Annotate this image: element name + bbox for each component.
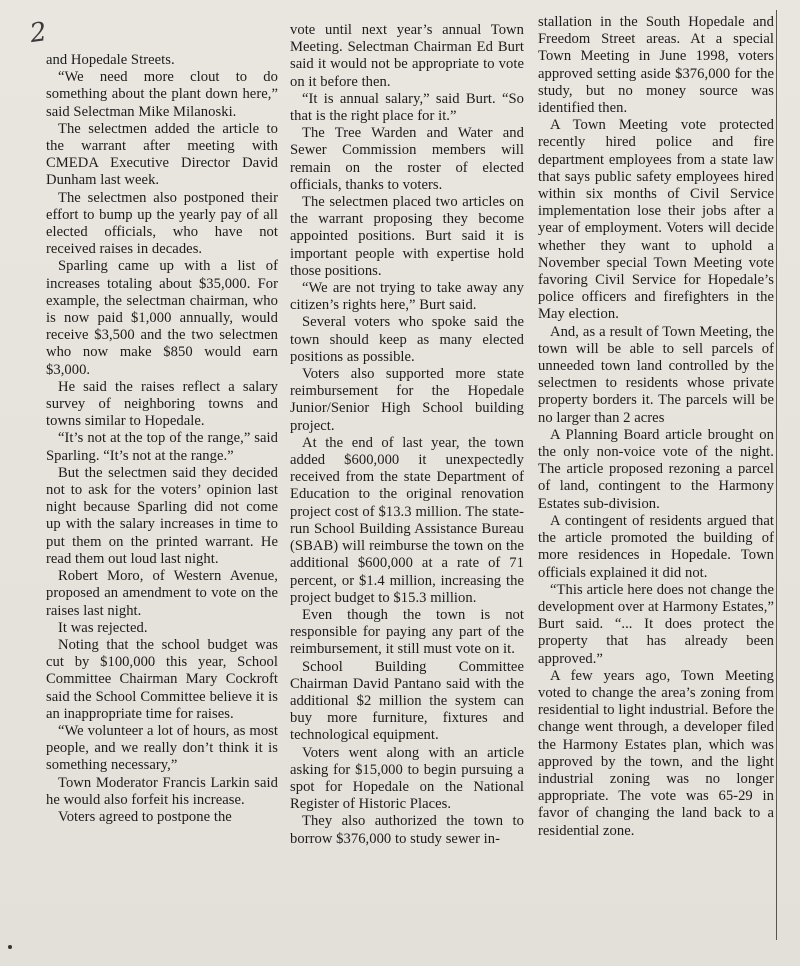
paragraph: He said the raises reflect a salary survey of neighboring towns and towns similar to Hopedale. — [46, 378, 278, 430]
paragraph: At the end of last year, the town added $600,000 it unexpectedly received from the state Department of Education to the original renovation project cost of $13.3 million. The state-run School Building Assistance Bureau (SBAB) will reimburse the town on the additional $600,000 at a rate of 71 percent, or $1.4 million, increasing the project budget to $15.3 million. — [290, 434, 524, 606]
paragraph: A Planning Board article brought on the only non-voice vote of the night. The article proposed rezoning a parcel of land, contingent to the Harmony Estates sub-division. — [538, 426, 774, 512]
scan-speck — [8, 945, 12, 949]
paragraph: But the selectmen said they decided not to ask for the voters’ opinion last night because Sparling did not come up with the salary increases in time to put them on the printed warrant. He read them out loud last night. — [46, 464, 278, 567]
paragraph: stallation in the South Hopedale and Freedom Street areas. At a special Town Meeting in June 1998, voters approved setting aside $376,000 for the study, but no money source was identified then. — [538, 14, 774, 117]
paragraph: vote until next year’s annual Town Meeting. Selectman Chairman Ed Burt said it would not be appropriate to vote on it before then. — [290, 22, 524, 90]
article-column-1 — [46, 52, 278, 826]
paragraph: The Tree Warden and Water and Sewer Commission members will remain on the roster of elected officials, thanks to voters. — [290, 125, 524, 193]
paragraph: Voters agreed to postpone the — [58, 808, 232, 825]
paragraph: Even though the town is not responsible for paying any part of the reimbursement, it still must vote on it. — [290, 606, 524, 658]
article-column-3 — [538, 14, 774, 840]
paragraph: School Building Committee Chairman David Pantano said with the additional $2 million the system can buy more furniture, fixtures and technological equipment. — [290, 658, 524, 744]
clipping-edge-line — [776, 10, 777, 940]
paragraph: Noting that the school budget was cut by $100,000 this year, School Committee Chairman Mary Cockroft said the School Committee believe it is an inappropriate time for raises. — [46, 636, 278, 722]
paragraph: “It’s not at the top of the range,” said Sparling. “It’s not at the range.” — [46, 430, 278, 464]
paragraph: Several voters who spoke said the town should keep as many elected positions as possible. — [290, 314, 524, 365]
paragraph: “We are not trying to take away any citizen’s rights here,” Burt said. — [290, 280, 524, 314]
paragraph: Voters went along with an article asking for $15,000 to begin pursuing a spot for Hopedale on the National Register of Historic Places. — [290, 744, 524, 813]
paragraph: The selectmen placed two articles on the warrant proposing they become appointed positions. Burt said it is important people with expertise hold those positions. — [290, 194, 524, 279]
paragraph: The selectmen also postponed their effort to bump up the yearly pay of all elected officials, who have not received raises in decades. — [46, 189, 278, 258]
paragraph: “This article here does not change the development over at Harmony Estates,” Burt said. “... It does protect the property that has already been approved.” — [538, 581, 774, 667]
paragraph: A Town Meeting vote protected recently hired police and fire department employees from a state law that says public safety employees hired within six months of Civil Service implementation lose their jobs after a year of employment. Voters will decide whether they want to uphold a November special Town Meeting vote favoring Civil Service for Hopedale’s police officers and firefighters in the May election. — [538, 117, 774, 323]
handwritten-page-number: 2 — [27, 16, 49, 50]
paragraph: The selectmen added the article to the warrant after meeting with CMEDA Executive Director David Dunham last week. — [46, 120, 278, 189]
paragraph: Sparling came up with a list of increases totaling about $35,000. For example, the selectman chairman, who is now paid $1,000 annually, would receive $3,500 and the two selectmen who now make $850 would earn $3,000. — [46, 258, 278, 378]
paragraph: Town Moderator Francis Larkin said he would also forfeit his increase. — [46, 774, 278, 808]
paragraph: and Hopedale Streets. — [46, 52, 175, 68]
paragraph: “We need more clout to do something about the plant down here,” said Selectman Mike Milanoski. — [46, 69, 278, 120]
paragraph: “We volunteer a lot of hours, as most people, and we really don’t think it is something necessary,” — [46, 722, 278, 774]
paragraph: And, as a result of Town Meeting, the town will be able to sell parcels of unneeded town land controlled by the selectmen to residents whose private property borders it. The parcels will be no larger than 2 acres — [538, 323, 774, 426]
paragraph: Voters also supported more state reimbursement for the Hopedale Junior/Senior High School building project. — [290, 366, 524, 434]
article-column-2 — [290, 22, 524, 848]
paragraph: They also authorized the town to borrow $376,000 to study sewer in- — [290, 813, 524, 847]
paragraph: “It is annual salary,” said Burt. “So that is the right place for it.” — [290, 90, 524, 125]
paragraph: Robert Moro, of Western Avenue, proposed an amendment to vote on the raises last night. — [46, 568, 278, 619]
paragraph: A few years ago, Town Meeting voted to change the area’s zoning from residential to light industrial. Before the change went through, a developer filed the Harmony Estates plan, which was approved by the town, and the light industrial zoning was no longer appropriate. The vote was 65-29 in favor of changing the land back to a residential zone. — [538, 667, 774, 839]
paragraph: A contingent of residents argued that the article promoted the building of more residences in Hopedale. Town officials explained it did not. — [538, 512, 774, 581]
paragraph: It was rejected. — [58, 619, 148, 636]
